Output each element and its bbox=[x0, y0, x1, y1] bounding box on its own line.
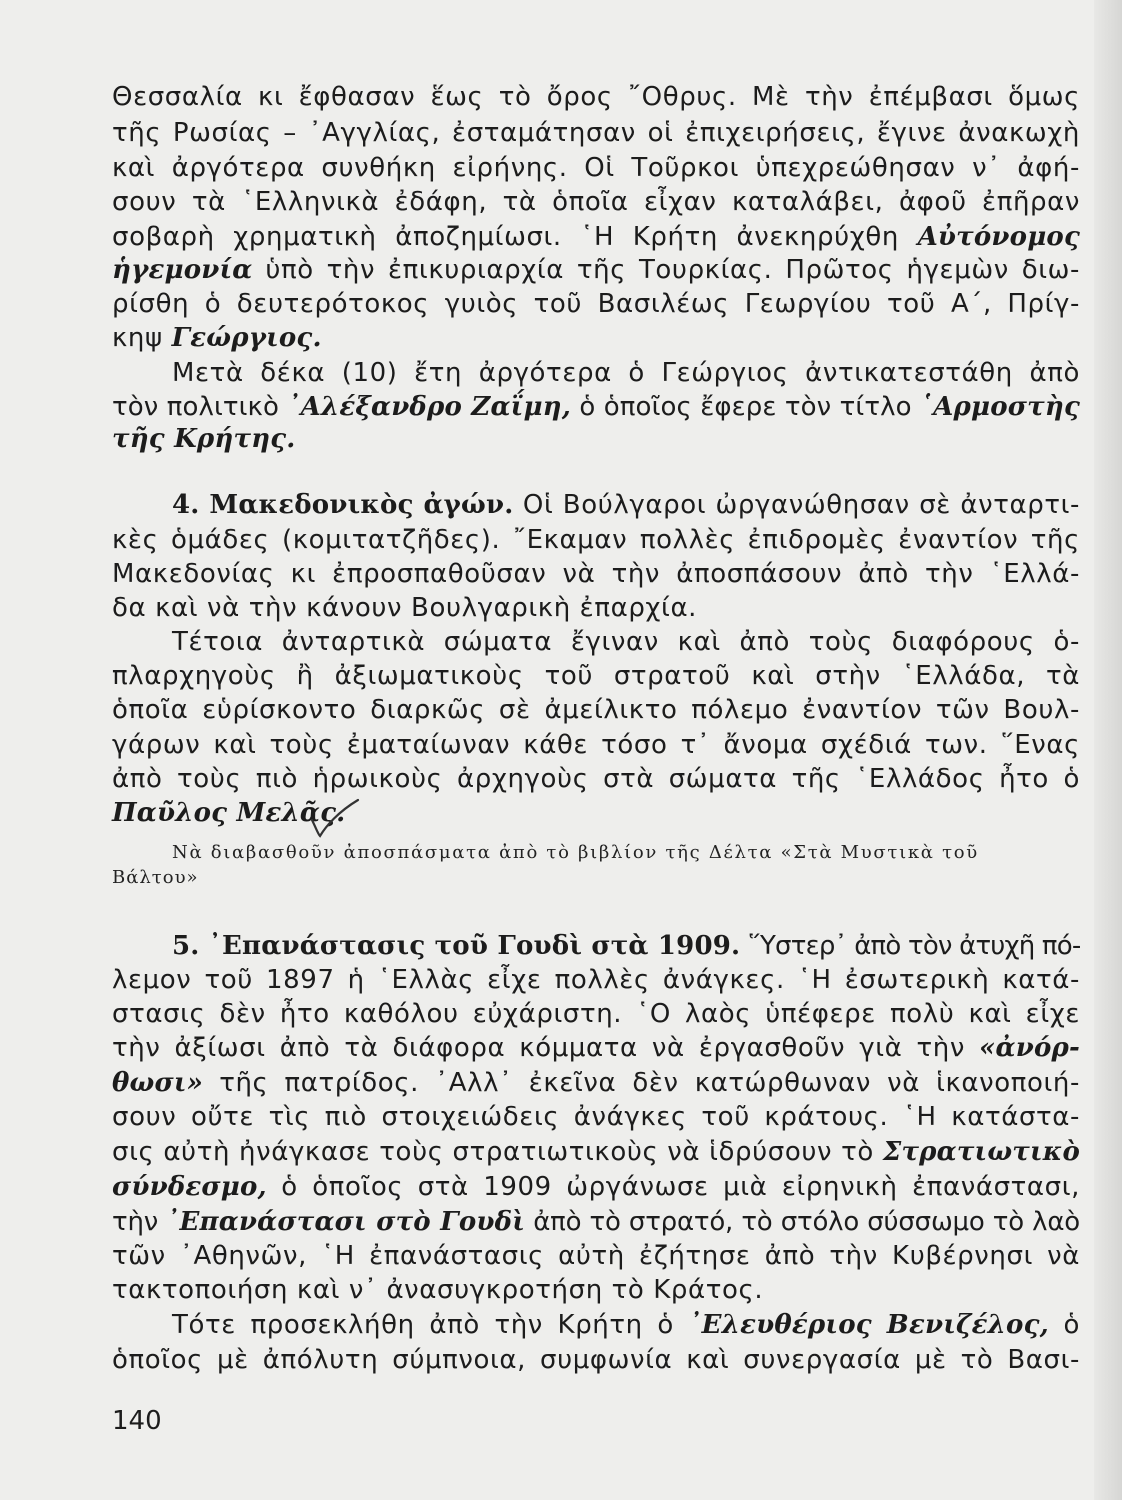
bold-term: ᾿Αλέξανδρο Ζαΐμη, bbox=[287, 392, 572, 422]
text-line: ὁποῖος μὲ ἀπόλυτη σύμπνοια, συμφωνία καὶ συνεργασία μὲ τὸ Βασι- bbox=[112, 1345, 1080, 1375]
text-line: λεμον τοῦ 1897 ἡ ῾Ελλὰς εἶχε πολλὲς ἀνάγκες. ῾Η ἐσωτερικὴ κατά- bbox=[112, 965, 1080, 995]
bold-term: Στρατιωτικὸ bbox=[882, 1137, 1080, 1167]
text-line: θωσι» τῆς πατρίδος. ᾿Αλλ᾿ ἐκεῖνα δὲν κατώρθωναν νὰ ἱκανοποιή- bbox=[112, 1068, 1080, 1098]
page-gutter-shadow bbox=[1094, 0, 1122, 1500]
text-line: σύνδεσμο, ὁ ὁποῖος στὰ 1909 ὠργάνωσε μιὰ εἰρηνικὴ ἐπανάστασι, bbox=[112, 1172, 1080, 1202]
bold-term: ᾿Ελευθέριος Βενιζέλος, bbox=[688, 1310, 1049, 1340]
bold-term: «ἀνόρ- bbox=[979, 1033, 1080, 1063]
bold-term: ᾿Επανάστασι στὸ Γουδὶ bbox=[166, 1207, 525, 1237]
text-line: Τότε προσεκλήθη ἀπὸ τὴν Κρήτη ὁ ᾿Ελευθέριος Βενιζέλος, ὁ bbox=[172, 1310, 1080, 1340]
reading-note: Βάλτου» bbox=[112, 867, 199, 888]
text-line bbox=[112, 796, 1080, 830]
text-line: ἀπὸ τοὺς πιὸ ἡρωικοὺς ἀρχηγοὺς στὰ σώματα τῆς ῾Ελλάδος ἦτο ὁ bbox=[112, 764, 1080, 794]
text-line: ρίσθη ὁ δευτερότοκος γυιὸς τοῦ Βασιλέως Γεωργίου τοῦ Α΄, Πρίγ- bbox=[112, 289, 1080, 319]
bold-term: Παῦλος Μελᾶς. bbox=[112, 798, 346, 828]
text-line: γάρων καὶ τοὺς ἐματαίωναν κάθε τόσο τ᾿ ἄνομα σχέδιά των. ῞Ενας bbox=[112, 730, 1080, 760]
text-line: τὴν ᾿Επανάστασι στὸ Γουδὶ ἀπὸ τὸ στρατό, τὸ στόλο σύσσωμο τὸ λαὸ bbox=[112, 1207, 1081, 1237]
text-line: πλαρχηγοὺς ἢ ἀξιωματικοὺς τοῦ στρατοῦ καὶ στὴν ῾Ελλάδα, τὰ bbox=[112, 661, 1080, 691]
text-line: σις αὐτὴ ἠνάγκασε τοὺς στρατιωτικοὺς νὰ ἱδρύσουν τὸ Στρατιωτικὸ bbox=[112, 1137, 1080, 1167]
bold-term: ῾Αρμοστὴς bbox=[919, 392, 1080, 422]
bold-term: θωσι» bbox=[112, 1068, 204, 1098]
text-line: σουν τὰ ῾Ελληνικὰ ἐδάφη, τὰ ὁποῖα εἶχαν καταλάβει, ἀφοῦ ἐπῆραν bbox=[112, 187, 1080, 217]
text-line: Μακεδονίας κι ἐπροσπαθοῦσαν νὰ τὴν ἀποσπάσουν ἀπὸ τὴν ῾Ελλά- bbox=[112, 559, 1080, 589]
bold-term: Γεώργιος. bbox=[171, 323, 322, 353]
reading-note: Νὰ διαβασθοῦν ἀποσπάσματα ἀπὸ τὸ βιβλίον τῆς Δέλτα «Στὰ Μυστικὰ τοῦ bbox=[172, 842, 979, 863]
text-line: τῶν ᾿Αθηνῶν, ῾Η ἐπανάστασις αὐτὴ ἐζήτησε ἀπὸ τὴν Κυβέρνησι νὰ bbox=[112, 1241, 1080, 1271]
section-heading-line: 4. Μακεδονικὸς ἀγών. Οἱ Βούλγαροι ὠργανώθησαν σὲ ἀνταρτι- bbox=[172, 490, 1080, 520]
text-line: ὁποῖα εὑρίσκοντο διαρκῶς σὲ ἀμείλικτο πόλεμο ἐναντίον τῶν Βουλ- bbox=[112, 695, 1080, 725]
text-line: Τέτοια ἀνταρτικὰ σώματα ἔγιναν καὶ ἀπὸ τοὺς διαφόρους ὁ- bbox=[172, 627, 1080, 657]
text-line: σουν οὔτε τὶς πιὸ στοιχειώδεις ἀνάγκες τοῦ κράτους. ῾Η κατάστα- bbox=[112, 1102, 1080, 1132]
text-line: Θεσσαλία κι ἔφθασαν ἕως τὸ ὄρος ῎Οθρυς. Μὲ τὴν ἐπέμβασι ὅμως bbox=[112, 82, 1080, 112]
text-line: Μετὰ δέκα (10) ἔτη ἀργότερα ὁ Γεώργιος ἀντικατεστάθη ἀπὸ bbox=[172, 358, 1080, 388]
text-line: δα καὶ νὰ τὴν κάνουν Βουλγαρικὴ ἐπαρχία. bbox=[112, 593, 698, 623]
bold-term: σύνδεσμο, bbox=[112, 1172, 267, 1202]
text-line: κηψ Γεώργιος. bbox=[112, 323, 322, 353]
section-heading: 4. Μακεδονικὸς ἀγών. bbox=[172, 490, 514, 520]
section-heading-line: 5. ᾿Επανάστασις τοῦ Γουδὶ στὰ 1909. ῞Υστερ᾿ ἀπὸ τὸν ἀτυχῆ πό- bbox=[172, 931, 1081, 961]
page-number: 140 bbox=[112, 1406, 162, 1436]
text-line: τῆς Ρωσίας – ᾿Αγγλίας, ἐσταμάτησαν οἱ ἐπιχειρήσεις, ἔγινε ἀνακωχὴ bbox=[112, 118, 1080, 148]
handwritten-check-mark-icon bbox=[308, 798, 360, 840]
text-line: κὲς ὁμάδες (κομιτατζῆδες). ῎Εκαμαν πολλὲς ἐπιδρομὲς ἐναντίον τῆς bbox=[112, 525, 1080, 555]
text-line: ἡγεμονία ὑπὸ τὴν ἐπικυριαρχία τῆς Τουρκίας. Πρῶτος ἡγεμὼν διω- bbox=[112, 255, 1080, 285]
bold-term: τῆς Κρήτης. bbox=[112, 424, 296, 454]
text-line bbox=[112, 422, 1080, 456]
text-line: στασις δὲν ἦτο καθόλου εὐχάριστη. ῾Ο λαὸς ὑπέφερε πολὺ καὶ εἶχε bbox=[112, 999, 1080, 1029]
bold-term: ἡγεμονία bbox=[112, 255, 253, 285]
text-line: τὴν ἀξίωσι ἀπὸ τὰ διάφορα κόμματα νὰ ἐργασθοῦν γιὰ τὴν «ἀνόρ- bbox=[112, 1033, 1080, 1063]
text-line: σοβαρὴ χρηματικὴ ἀποζημίωσι. ῾Η Κρήτη ἀνεκηρύχθη Αὐτόνομος bbox=[112, 222, 1080, 252]
bold-term: Αὐτόνομος bbox=[917, 222, 1080, 252]
text-line: καὶ ἀργότερα συνθήκη εἰρήνης. Οἱ Τοῦρκοι ὑπεχρεώθησαν ν᾿ ἀφή- bbox=[112, 153, 1080, 183]
section-heading: 5. ᾿Επανάστασις τοῦ Γουδὶ στὰ 1909. bbox=[172, 931, 741, 961]
text-line: τακτοποιήση καὶ ν᾿ ἀνασυγκροτήση τὸ Κράτος. bbox=[112, 1275, 764, 1305]
text-line: τὸν πολιτικὸ ᾿Αλέξανδρο Ζαΐμη, ὁ ὁποῖος ἔφερε τὸν τίτλο ῾Αρμοστὴς bbox=[112, 392, 1080, 422]
